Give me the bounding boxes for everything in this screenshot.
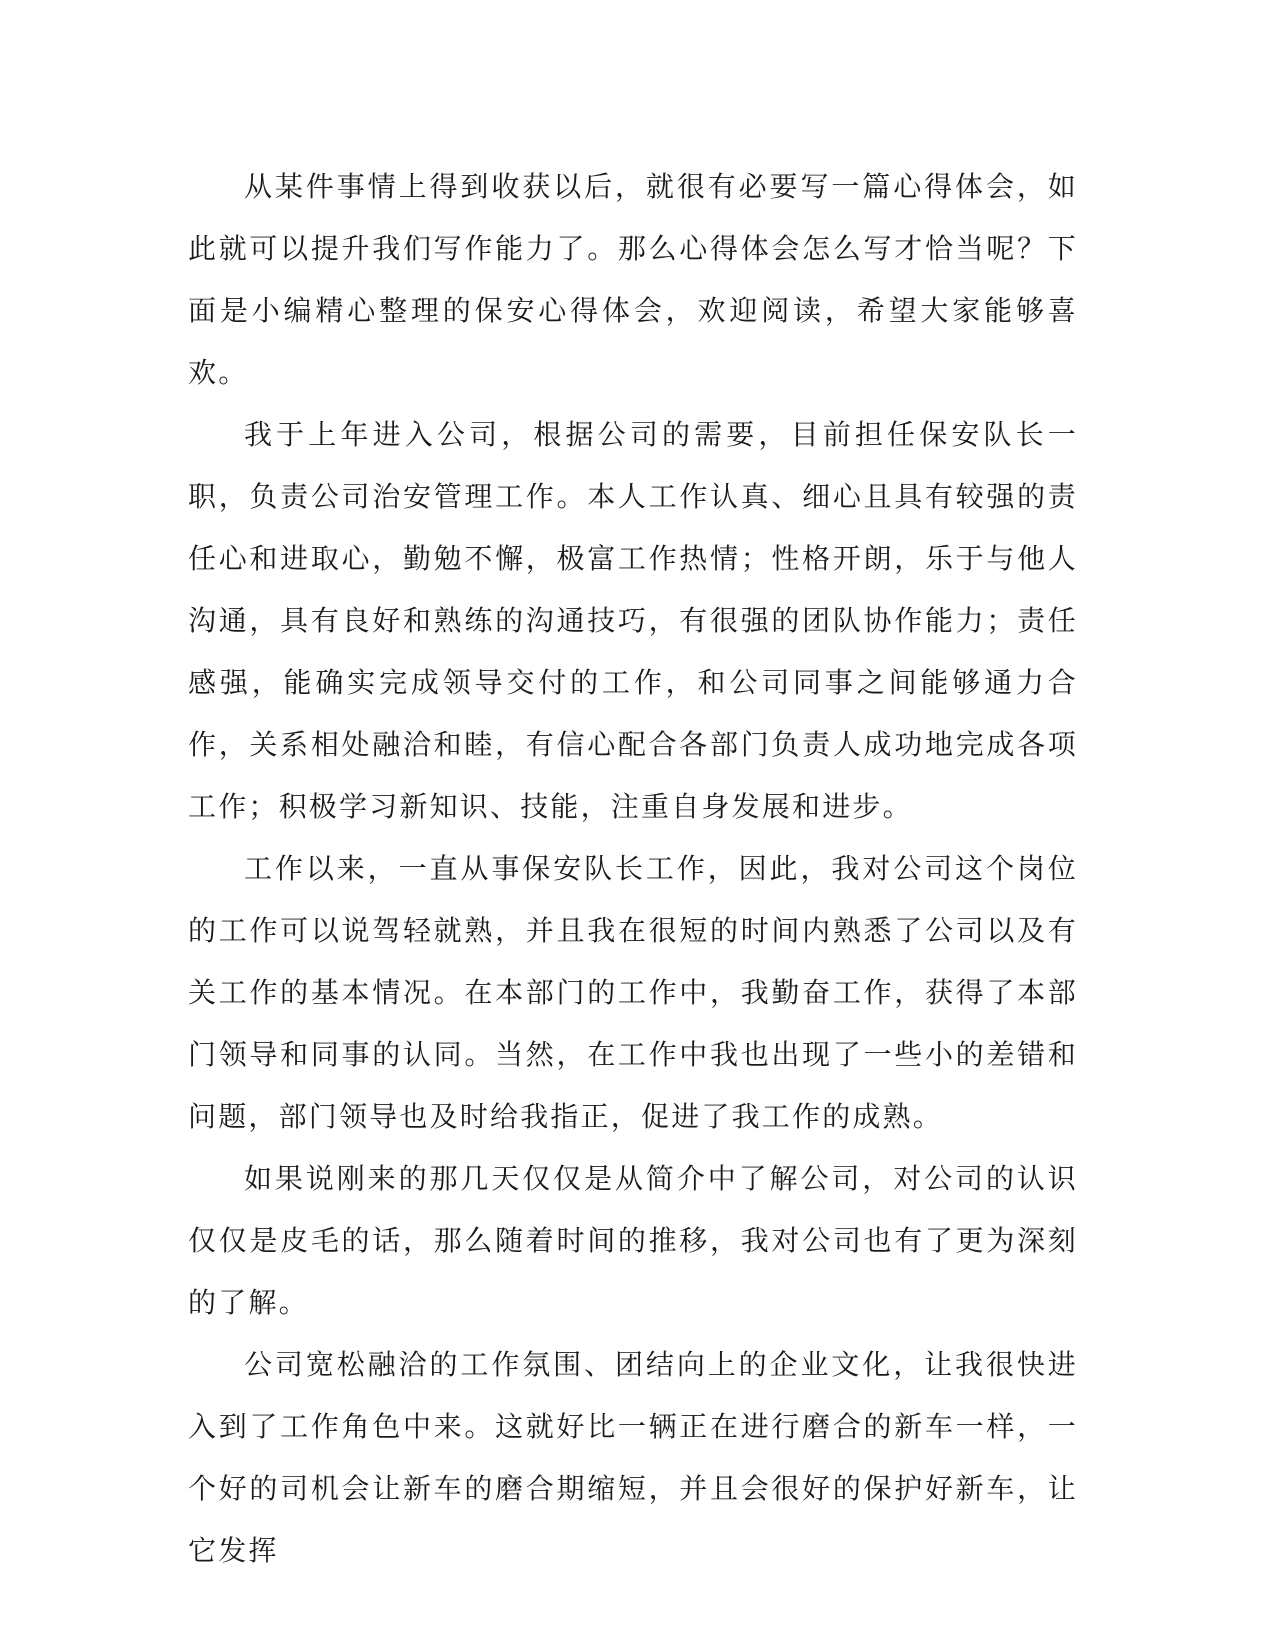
paragraph-company-culture: 公司宽松融洽的工作氛围、团结向上的企业文化，让我很快进入到了工作角色中来。这就好比一辆正在进行磨合的新车一样，一个好的司机会让新车的磨合期缩短，并且会很好的保护好新车，让它发挥: [188, 1348, 1078, 1567]
paragraph-intro: 从某件事情上得到收获以后，就很有必要写一篇心得体会，如此就可以提升我们写作能力了。那么心得体会怎么写才恰当呢？下面是小编精心整理的保安心得体会，欢迎阅读，希望大家能够喜欢。: [188, 170, 1078, 389]
paragraph-work-experience: 工作以来，一直从事保安队长工作，因此，我对公司这个岗位的工作可以说驾轻就熟，并且我在很短的时间内熟悉了公司以及有关工作的基本情况。在本部门的工作中，我勤奋工作，获得了本部门领导和同事的认同。当然，在工作中我也出现了一些小的差错和问题，部门领导也及时给我指正，促进了我工作的成熟。: [188, 852, 1078, 1133]
document-body: [188, 156, 1078, 1582]
paragraph-company-understanding: 如果说刚来的那几天仅仅是从简介中了解公司，对公司的认识仅仅是皮毛的话，那么随着时间的推移，我对公司也有了更为深刻的了解。: [188, 1162, 1078, 1319]
paragraph-self-introduction: 我于上年进入公司，根据公司的需要，目前担任保安队长一职，负责公司治安管理工作。本人工作认真、细心且具有较强的责任心和进取心，勤勉不懈，极富工作热情；性格开朗，乐于与他人沟通，具有良好和熟练的沟通技巧，有很强的团队协作能力；责任感强，能确实完成领导交付的工作，和公司同事之间能够通力合作，关系相处融洽和睦，有信心配合各部门负责人成功地完成各项工作；积极学习新知识、技能，注重自身发展和进步。: [188, 418, 1078, 823]
